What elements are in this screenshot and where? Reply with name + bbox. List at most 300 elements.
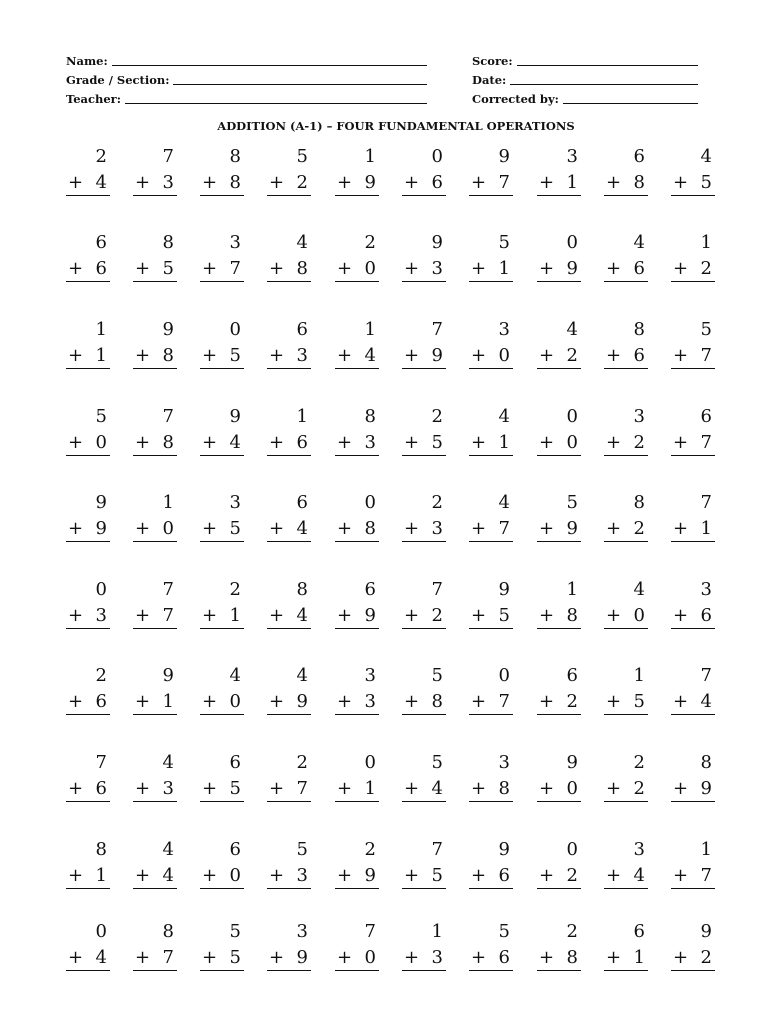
addition-problem [200, 144, 244, 196]
addend-top: 8 [700, 752, 712, 773]
addend-bottom-row [200, 603, 244, 629]
addend-bottom: 8 [566, 947, 578, 968]
plus-sign: + [404, 865, 420, 886]
plus-sign: + [337, 432, 353, 453]
addend-top: 0 [566, 406, 578, 427]
addition-problem [537, 230, 581, 282]
addend-bottom: 4 [95, 172, 107, 193]
addend-top: 1 [700, 839, 712, 860]
plus-sign: + [337, 172, 353, 193]
plus-sign: + [68, 518, 84, 539]
addend-bottom: 7 [700, 865, 712, 886]
addend-bottom: 6 [498, 947, 510, 968]
addend-bottom: 9 [95, 518, 107, 539]
addend-bottom: 2 [700, 947, 712, 968]
addend-bottom: 1 [498, 258, 510, 279]
addend-bottom-row [671, 863, 715, 889]
addend-bottom: 8 [566, 605, 578, 626]
addend-bottom: 9 [296, 947, 308, 968]
plus-sign: + [539, 778, 555, 799]
plus-sign: + [471, 345, 487, 366]
addend-bottom: 8 [162, 432, 174, 453]
plus-sign: + [202, 778, 218, 799]
plus-sign: + [404, 778, 420, 799]
addend-top: 2 [364, 839, 376, 860]
plus-sign: + [471, 778, 487, 799]
addition-problem [133, 919, 177, 971]
addend-top: 7 [95, 752, 107, 773]
plus-sign: + [68, 865, 84, 886]
addition-problem [671, 750, 715, 802]
addend-bottom: 8 [162, 345, 174, 366]
addition-problem [604, 404, 648, 456]
addend-bottom: 5 [229, 345, 241, 366]
addition-problem [133, 317, 177, 369]
addend-bottom: 0 [364, 947, 376, 968]
addition-problem [66, 919, 110, 971]
addend-top: 5 [229, 921, 241, 942]
addend-top: 1 [364, 146, 376, 167]
plus-sign: + [606, 258, 622, 279]
addend-bottom: 4 [296, 605, 308, 626]
plus-sign: + [337, 605, 353, 626]
addend-bottom-row [200, 945, 244, 971]
addend-top: 9 [498, 579, 510, 600]
plus-sign: + [539, 865, 555, 886]
addition-problem [604, 317, 648, 369]
plus-sign: + [539, 172, 555, 193]
addend-bottom-row [402, 516, 446, 542]
addition-problem [402, 230, 446, 282]
plus-sign: + [202, 865, 218, 886]
addend-top: 9 [498, 839, 510, 860]
addition-problem [335, 317, 379, 369]
addition-problem [200, 490, 244, 542]
addend-top: 4 [296, 665, 308, 686]
addend-bottom-row [200, 256, 244, 282]
addition-problem [267, 404, 311, 456]
addition-problem [537, 663, 581, 715]
addend-bottom-row [671, 170, 715, 196]
addend-bottom: 4 [633, 865, 645, 886]
plus-sign: + [269, 432, 285, 453]
addend-bottom-row [335, 256, 379, 282]
addition-problem [469, 577, 513, 629]
addend-bottom: 1 [95, 865, 107, 886]
addend-bottom-row [267, 343, 311, 369]
addend-bottom-row [402, 430, 446, 456]
addend-bottom: 0 [364, 258, 376, 279]
addend-bottom: 9 [296, 691, 308, 712]
addend-bottom: 2 [566, 345, 578, 366]
addend-top: 2 [364, 232, 376, 253]
addend-bottom: 7 [498, 172, 510, 193]
addend-bottom-row [469, 516, 513, 542]
addend-top: 0 [431, 146, 443, 167]
addend-bottom-row [604, 603, 648, 629]
plus-sign: + [135, 518, 151, 539]
plus-sign: + [404, 345, 420, 366]
plus-sign: + [404, 947, 420, 968]
addend-bottom: 2 [296, 172, 308, 193]
date-label: Date: [472, 73, 507, 87]
addition-problem [604, 750, 648, 802]
addend-bottom: 2 [566, 691, 578, 712]
addend-top: 8 [229, 146, 241, 167]
addend-bottom: 7 [162, 605, 174, 626]
addition-problem [402, 837, 446, 889]
addition-problem [402, 663, 446, 715]
addend-bottom: 9 [364, 865, 376, 886]
addend-top: 5 [431, 665, 443, 686]
addend-bottom: 8 [296, 258, 308, 279]
addend-bottom-row [335, 170, 379, 196]
addend-top: 2 [296, 752, 308, 773]
addition-problem [335, 490, 379, 542]
addend-bottom: 5 [633, 691, 645, 712]
addend-bottom: 5 [229, 947, 241, 968]
addend-bottom-row [66, 863, 110, 889]
addition-problem [267, 230, 311, 282]
addend-bottom-row [469, 343, 513, 369]
plus-sign: + [606, 865, 622, 886]
addition-problem [133, 230, 177, 282]
addend-bottom: 5 [229, 778, 241, 799]
addend-bottom: 2 [566, 865, 578, 886]
addend-bottom-row [604, 170, 648, 196]
addend-bottom-row [335, 863, 379, 889]
addend-bottom: 6 [633, 258, 645, 279]
plus-sign: + [673, 605, 689, 626]
addend-top: 8 [95, 839, 107, 860]
plus-sign: + [135, 778, 151, 799]
plus-sign: + [337, 691, 353, 712]
addend-bottom: 0 [162, 518, 174, 539]
plus-sign: + [269, 172, 285, 193]
addend-bottom: 4 [364, 345, 376, 366]
addend-bottom-row [537, 863, 581, 889]
addend-top: 1 [296, 406, 308, 427]
addition-problem [671, 663, 715, 715]
addend-bottom-row [335, 343, 379, 369]
addend-top: 9 [95, 492, 107, 513]
addition-problem [335, 577, 379, 629]
plus-sign: + [404, 605, 420, 626]
addend-bottom-row [604, 945, 648, 971]
addend-bottom: 7 [498, 518, 510, 539]
addend-bottom-row [267, 170, 311, 196]
addend-bottom-row [671, 343, 715, 369]
addend-bottom-row [267, 256, 311, 282]
addend-bottom: 0 [95, 432, 107, 453]
addition-problem [133, 404, 177, 456]
plus-sign: + [539, 258, 555, 279]
plus-sign: + [135, 345, 151, 366]
addend-bottom-row [402, 863, 446, 889]
plus-sign: + [202, 947, 218, 968]
addition-problem [200, 750, 244, 802]
addend-top: 3 [700, 579, 712, 600]
plus-sign: + [269, 947, 285, 968]
addend-top: 0 [498, 665, 510, 686]
addition-problem [604, 919, 648, 971]
plus-sign: + [68, 172, 84, 193]
addition-problem [267, 490, 311, 542]
addend-bottom: 0 [229, 691, 241, 712]
addend-bottom: 3 [162, 172, 174, 193]
addend-top: 5 [700, 319, 712, 340]
plus-sign: + [135, 691, 151, 712]
addend-top: 4 [498, 406, 510, 427]
addend-bottom-row [537, 776, 581, 802]
addition-problem [469, 919, 513, 971]
addend-bottom: 5 [431, 865, 443, 886]
addend-bottom-row [200, 430, 244, 456]
addend-bottom: 8 [498, 778, 510, 799]
addition-problem [469, 230, 513, 282]
addition-problem [604, 230, 648, 282]
plus-sign: + [673, 172, 689, 193]
plus-sign: + [68, 432, 84, 453]
addend-bottom-row [402, 170, 446, 196]
addend-bottom: 1 [498, 432, 510, 453]
plus-sign: + [68, 258, 84, 279]
plus-sign: + [673, 518, 689, 539]
addend-bottom: 3 [431, 518, 443, 539]
addition-problem [469, 317, 513, 369]
addend-bottom-row [402, 603, 446, 629]
addend-top: 8 [162, 921, 174, 942]
addend-bottom: 9 [700, 778, 712, 799]
addend-bottom: 3 [296, 865, 308, 886]
plus-sign: + [471, 432, 487, 453]
addend-bottom-row [267, 776, 311, 802]
addend-top: 8 [162, 232, 174, 253]
plus-sign: + [202, 258, 218, 279]
addend-top: 4 [700, 146, 712, 167]
plus-sign: + [337, 258, 353, 279]
addend-top: 5 [498, 921, 510, 942]
addend-bottom-row [537, 516, 581, 542]
plus-sign: + [202, 172, 218, 193]
plus-sign: + [202, 605, 218, 626]
addend-bottom: 5 [700, 172, 712, 193]
addend-top: 7 [431, 319, 443, 340]
addition-problem [537, 577, 581, 629]
grade-section-label: Grade / Section: [66, 73, 170, 87]
addition-problem [402, 404, 446, 456]
addition-problem [335, 750, 379, 802]
addend-bottom: 9 [364, 172, 376, 193]
addend-bottom-row [133, 430, 177, 456]
plus-sign: + [673, 258, 689, 279]
addend-top: 7 [364, 921, 376, 942]
addition-problem [335, 230, 379, 282]
addend-top: 9 [700, 921, 712, 942]
addition-problem [335, 144, 379, 196]
addend-bottom: 8 [633, 172, 645, 193]
addition-problem [66, 317, 110, 369]
addend-bottom-row [267, 430, 311, 456]
addend-bottom: 1 [162, 691, 174, 712]
plus-sign: + [269, 258, 285, 279]
addend-top: 5 [566, 492, 578, 513]
plus-sign: + [68, 947, 84, 968]
addend-top: 5 [431, 752, 443, 773]
addition-problem [402, 577, 446, 629]
addend-top: 6 [296, 319, 308, 340]
addend-bottom: 2 [700, 258, 712, 279]
corrected-by-label: Corrected by: [472, 92, 559, 106]
addend-bottom: 8 [431, 691, 443, 712]
addend-bottom: 9 [566, 518, 578, 539]
addend-bottom: 3 [162, 778, 174, 799]
addend-bottom-row [604, 256, 648, 282]
addend-top: 2 [95, 665, 107, 686]
addition-problem [469, 750, 513, 802]
addend-bottom: 2 [633, 518, 645, 539]
addend-bottom-row [335, 516, 379, 542]
addend-bottom-row [267, 603, 311, 629]
addend-top: 6 [296, 492, 308, 513]
addend-bottom-row [335, 945, 379, 971]
addend-top: 5 [95, 406, 107, 427]
addend-top: 4 [633, 232, 645, 253]
addend-top: 7 [162, 406, 174, 427]
addition-problem [537, 144, 581, 196]
addend-bottom: 4 [162, 865, 174, 886]
addend-bottom-row [537, 945, 581, 971]
plus-sign: + [404, 691, 420, 712]
addition-problem [335, 837, 379, 889]
score-label: Score: [472, 54, 513, 68]
addend-bottom: 6 [95, 778, 107, 799]
addend-bottom: 1 [700, 518, 712, 539]
addend-top: 8 [364, 406, 376, 427]
addend-bottom: 7 [296, 778, 308, 799]
addend-bottom: 4 [431, 778, 443, 799]
addend-bottom: 8 [364, 518, 376, 539]
addition-problem [537, 919, 581, 971]
addend-bottom-row [469, 603, 513, 629]
addend-bottom: 2 [431, 605, 443, 626]
addition-problem [267, 663, 311, 715]
plus-sign: + [606, 947, 622, 968]
addition-problem [604, 577, 648, 629]
plus-sign: + [269, 691, 285, 712]
addend-top: 0 [229, 319, 241, 340]
addend-top: 1 [700, 232, 712, 253]
addend-top: 7 [431, 579, 443, 600]
addend-bottom: 6 [296, 432, 308, 453]
addition-problem [267, 317, 311, 369]
addend-bottom-row [604, 689, 648, 715]
addend-bottom-row [469, 256, 513, 282]
addend-bottom-row [402, 256, 446, 282]
addition-problem [671, 837, 715, 889]
addend-bottom-row [469, 776, 513, 802]
plus-sign: + [606, 518, 622, 539]
addition-problem [469, 663, 513, 715]
addend-bottom: 6 [700, 605, 712, 626]
addend-top: 8 [633, 492, 645, 513]
plus-sign: + [337, 518, 353, 539]
addend-bottom-row [402, 776, 446, 802]
addend-bottom-row [335, 430, 379, 456]
addition-problem [200, 404, 244, 456]
addend-top: 0 [95, 579, 107, 600]
addend-top: 3 [296, 921, 308, 942]
plus-sign: + [539, 605, 555, 626]
plus-sign: + [471, 947, 487, 968]
addend-top: 2 [229, 579, 241, 600]
addend-bottom: 7 [700, 345, 712, 366]
plus-sign: + [471, 691, 487, 712]
plus-sign: + [606, 605, 622, 626]
addition-problem [671, 577, 715, 629]
addition-problem [267, 577, 311, 629]
addend-bottom: 0 [229, 865, 241, 886]
addend-top: 3 [229, 232, 241, 253]
addend-top: 1 [633, 665, 645, 686]
addend-bottom-row [66, 776, 110, 802]
addend-top: 5 [296, 146, 308, 167]
addend-top: 4 [296, 232, 308, 253]
addend-bottom-row [335, 689, 379, 715]
name-label: Name: [66, 54, 108, 68]
plus-sign: + [337, 947, 353, 968]
addend-bottom: 1 [364, 778, 376, 799]
addition-problem [402, 144, 446, 196]
teacher-label: Teacher: [66, 92, 121, 106]
addend-bottom: 6 [633, 345, 645, 366]
addend-top: 7 [431, 839, 443, 860]
addend-top: 8 [296, 579, 308, 600]
plus-sign: + [404, 258, 420, 279]
addend-bottom-row [469, 170, 513, 196]
addend-top: 9 [229, 406, 241, 427]
plus-sign: + [269, 865, 285, 886]
addend-bottom-row [335, 776, 379, 802]
addend-top: 6 [95, 232, 107, 253]
addend-bottom-row [671, 256, 715, 282]
addition-problem [469, 404, 513, 456]
plus-sign: + [673, 947, 689, 968]
addend-bottom-row [200, 516, 244, 542]
addend-bottom-row [469, 945, 513, 971]
addition-problem [133, 663, 177, 715]
addition-problem [335, 663, 379, 715]
addend-top: 3 [633, 406, 645, 427]
addition-problem [66, 404, 110, 456]
plus-sign: + [68, 605, 84, 626]
addition-problem [267, 837, 311, 889]
addition-problem [671, 317, 715, 369]
addend-top: 1 [431, 921, 443, 942]
addend-bottom: 1 [95, 345, 107, 366]
addend-top: 9 [498, 146, 510, 167]
addend-bottom-row [537, 430, 581, 456]
addend-top: 7 [162, 579, 174, 600]
addition-problem [267, 750, 311, 802]
addend-top: 4 [162, 752, 174, 773]
addend-bottom-row [66, 430, 110, 456]
addend-top: 9 [566, 752, 578, 773]
addend-bottom-row [133, 863, 177, 889]
plus-sign: + [135, 258, 151, 279]
addend-bottom-row [537, 343, 581, 369]
addend-bottom-row [604, 343, 648, 369]
